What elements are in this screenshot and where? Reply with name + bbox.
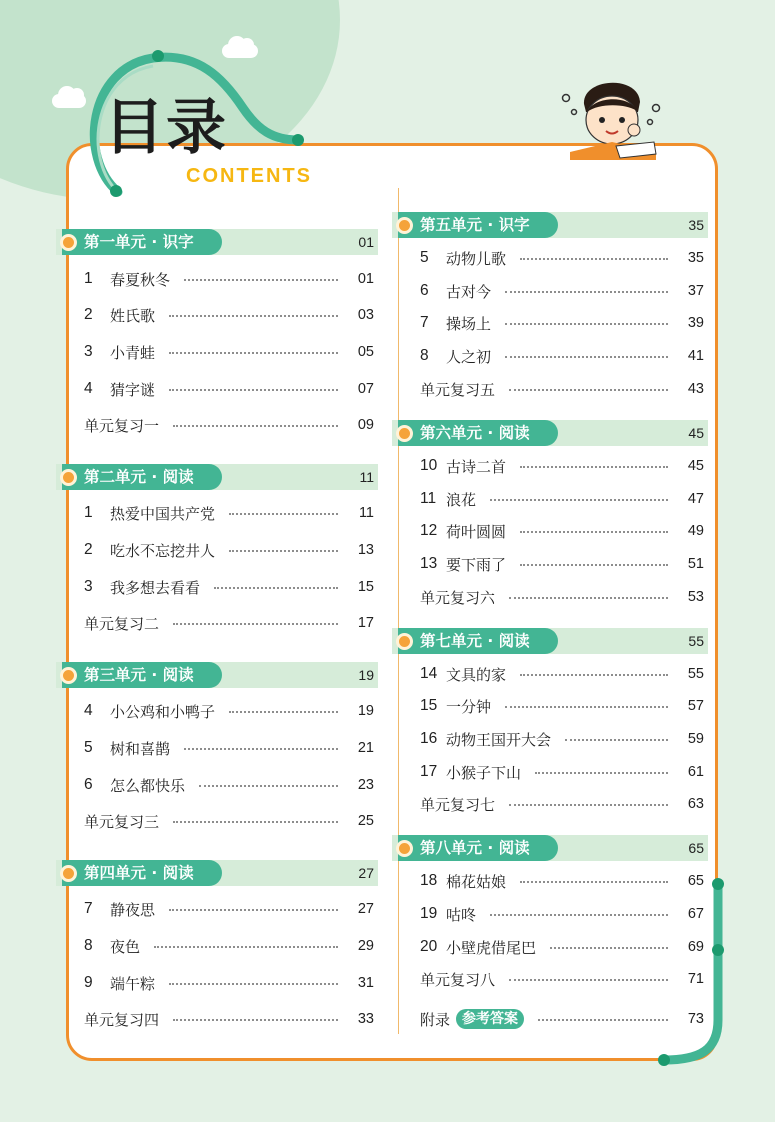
answer-key-tag: 参考答案 bbox=[456, 1009, 524, 1029]
lesson-page-number: 67 bbox=[687, 906, 704, 922]
unit-title: 第一单元 · 识字 bbox=[62, 229, 222, 255]
lesson-entry[interactable] bbox=[56, 502, 378, 524]
lesson-page-number: 21 bbox=[357, 740, 374, 756]
lesson-number: 4 bbox=[84, 380, 93, 397]
lesson-title: 我多想去看看 bbox=[110, 578, 201, 597]
unit-title: 第二单元 · 阅读 bbox=[62, 464, 222, 490]
review-title: 单元复习六 bbox=[420, 588, 496, 607]
lesson-number: 6 bbox=[84, 776, 93, 793]
lesson-page-number: 57 bbox=[687, 698, 704, 714]
lesson-page-number: 27 bbox=[357, 901, 374, 917]
lesson-number: 11 bbox=[420, 490, 437, 507]
unit-title: 第六单元 · 阅读 bbox=[398, 420, 558, 446]
unit-header[interactable] bbox=[56, 464, 378, 490]
review-page-number: 63 bbox=[687, 796, 704, 812]
unit-bullet-icon bbox=[396, 633, 413, 650]
lesson-entry[interactable] bbox=[392, 520, 708, 542]
lesson-page-number: 61 bbox=[687, 764, 704, 780]
lesson-number: 10 bbox=[420, 457, 438, 474]
lesson-number: 6 bbox=[420, 282, 429, 299]
lesson-entry[interactable] bbox=[56, 268, 378, 290]
lesson-number: 1 bbox=[84, 270, 93, 287]
dot-leader bbox=[520, 674, 668, 676]
review-page-number: 25 bbox=[357, 813, 374, 829]
review-page-number: 53 bbox=[687, 589, 704, 605]
lesson-entry[interactable] bbox=[392, 761, 708, 783]
lesson-title: 猜字谜 bbox=[110, 380, 156, 399]
lesson-page-number: 03 bbox=[357, 307, 374, 323]
dot-leader bbox=[490, 914, 668, 916]
lesson-title: 动物王国开大会 bbox=[446, 730, 552, 749]
unit-header[interactable] bbox=[392, 212, 708, 238]
dot-leader bbox=[199, 785, 338, 787]
unit-header[interactable] bbox=[392, 628, 708, 654]
unit-page-number: 65 bbox=[688, 840, 704, 856]
unit-title: 第三单元 · 阅读 bbox=[62, 662, 222, 688]
lesson-page-number: 13 bbox=[357, 542, 374, 558]
lesson-number: 17 bbox=[420, 763, 438, 780]
lesson-page-number: 59 bbox=[687, 731, 704, 747]
lesson-title: 咕咚 bbox=[446, 905, 477, 924]
lesson-title: 古对今 bbox=[446, 282, 492, 301]
lesson-entry[interactable] bbox=[392, 345, 708, 367]
dot-leader bbox=[184, 748, 338, 750]
lesson-title: 小青蛙 bbox=[110, 343, 156, 362]
unit-page-number: 27 bbox=[358, 865, 374, 881]
dot-leader bbox=[509, 389, 668, 391]
dot-leader bbox=[509, 597, 668, 599]
lesson-entry[interactable] bbox=[56, 341, 378, 363]
page-subtitle: CONTENTS bbox=[186, 165, 312, 187]
lesson-title: 一分钟 bbox=[446, 697, 492, 716]
lesson-entry[interactable] bbox=[56, 576, 378, 598]
unit-bullet-icon bbox=[396, 840, 413, 857]
lesson-number: 8 bbox=[84, 937, 93, 954]
dot-leader bbox=[169, 389, 338, 391]
lesson-entry[interactable] bbox=[392, 870, 708, 892]
lesson-entry[interactable] bbox=[56, 774, 378, 796]
dot-leader bbox=[505, 291, 668, 293]
lesson-page-number: 51 bbox=[687, 556, 704, 572]
lesson-title: 动物儿歌 bbox=[446, 249, 507, 268]
review-entry[interactable] bbox=[392, 586, 708, 608]
lesson-title: 古诗二首 bbox=[446, 457, 507, 476]
lesson-title: 浪花 bbox=[446, 490, 477, 509]
unit-bullet-icon bbox=[396, 425, 413, 442]
dot-leader bbox=[214, 587, 338, 589]
dot-leader bbox=[229, 550, 338, 552]
unit-header[interactable] bbox=[56, 662, 378, 688]
appendix-label: 附录 bbox=[420, 1010, 451, 1029]
appendix-page-number: 73 bbox=[687, 1011, 704, 1027]
lesson-entry[interactable] bbox=[392, 695, 708, 717]
lesson-number: 13 bbox=[420, 555, 438, 572]
lesson-title: 怎么都快乐 bbox=[110, 776, 186, 795]
unit-title: 第八单元 · 阅读 bbox=[398, 835, 558, 861]
dot-leader bbox=[565, 739, 668, 741]
lesson-number: 9 bbox=[84, 974, 93, 991]
lesson-entry[interactable] bbox=[56, 898, 378, 920]
dot-leader bbox=[169, 352, 338, 354]
unit-bullet-icon bbox=[60, 667, 77, 684]
unit-title: 第七单元 · 阅读 bbox=[398, 628, 558, 654]
review-title: 单元复习二 bbox=[84, 614, 160, 633]
unit-header[interactable] bbox=[392, 420, 708, 446]
review-title: 单元复习四 bbox=[84, 1010, 160, 1029]
lesson-entry[interactable] bbox=[56, 935, 378, 957]
lesson-title: 春夏秋冬 bbox=[110, 270, 171, 289]
lesson-page-number: 29 bbox=[357, 938, 374, 954]
dot-leader bbox=[173, 425, 338, 427]
lesson-title: 棉花姑娘 bbox=[446, 872, 507, 891]
lesson-page-number: 69 bbox=[687, 939, 704, 955]
review-entry[interactable] bbox=[392, 968, 708, 990]
lesson-page-number: 23 bbox=[357, 777, 374, 793]
lesson-number: 16 bbox=[420, 730, 438, 747]
lesson-title: 热爱中国共产党 bbox=[110, 504, 216, 523]
dot-leader bbox=[505, 356, 668, 358]
lesson-title: 静夜思 bbox=[110, 900, 156, 919]
unit-page-number: 01 bbox=[358, 234, 374, 250]
lesson-page-number: 11 bbox=[358, 505, 374, 521]
dot-leader bbox=[173, 623, 338, 625]
lesson-title: 文具的家 bbox=[446, 665, 507, 684]
review-entry[interactable] bbox=[56, 1008, 378, 1030]
dot-leader bbox=[173, 821, 338, 823]
lesson-number: 2 bbox=[84, 306, 93, 323]
lesson-number: 5 bbox=[84, 739, 93, 756]
lesson-title: 荷叶圆圆 bbox=[446, 522, 507, 541]
lesson-title: 夜色 bbox=[110, 937, 141, 956]
review-page-number: 33 bbox=[357, 1011, 374, 1027]
review-entry[interactable] bbox=[56, 810, 378, 832]
unit-page-number: 45 bbox=[688, 425, 704, 441]
lesson-page-number: 31 bbox=[357, 975, 374, 991]
dot-leader bbox=[520, 564, 668, 566]
lesson-title: 端午粽 bbox=[110, 974, 156, 993]
dot-leader bbox=[520, 881, 668, 883]
lesson-number: 7 bbox=[420, 314, 429, 331]
lesson-page-number: 07 bbox=[357, 381, 374, 397]
lesson-entry[interactable] bbox=[56, 304, 378, 326]
dot-leader bbox=[520, 531, 668, 533]
lesson-page-number: 15 bbox=[357, 579, 374, 595]
unit-bullet-icon bbox=[60, 234, 77, 251]
lesson-entry[interactable] bbox=[392, 936, 708, 958]
dot-leader bbox=[535, 772, 668, 774]
lesson-page-number: 47 bbox=[687, 491, 704, 507]
unit-title: 第五单元 · 识字 bbox=[398, 212, 558, 238]
lesson-entry[interactable] bbox=[392, 663, 708, 685]
lesson-number: 8 bbox=[420, 347, 429, 364]
review-title: 单元复习一 bbox=[84, 416, 160, 435]
lesson-entry[interactable] bbox=[392, 280, 708, 302]
dot-leader bbox=[550, 947, 668, 949]
dot-leader bbox=[169, 983, 338, 985]
lesson-page-number: 41 bbox=[687, 348, 704, 364]
review-page-number: 43 bbox=[687, 381, 704, 397]
lesson-page-number: 39 bbox=[687, 315, 704, 331]
lesson-title: 操场上 bbox=[446, 314, 492, 333]
dot-leader bbox=[505, 706, 668, 708]
review-entry[interactable] bbox=[392, 793, 708, 815]
lesson-number: 7 bbox=[84, 900, 93, 917]
dot-leader bbox=[520, 258, 668, 260]
unit-page-number: 55 bbox=[688, 633, 704, 649]
dot-leader bbox=[509, 804, 668, 806]
lesson-page-number: 19 bbox=[357, 703, 374, 719]
review-entry[interactable] bbox=[56, 414, 378, 436]
unit-header[interactable] bbox=[392, 835, 708, 861]
lesson-entry[interactable] bbox=[392, 312, 708, 334]
lesson-entry[interactable] bbox=[392, 553, 708, 575]
unit-bullet-icon bbox=[60, 469, 77, 486]
review-title: 单元复习五 bbox=[420, 380, 496, 399]
lesson-title: 小壁虎借尾巴 bbox=[446, 938, 537, 957]
review-title: 单元复习三 bbox=[84, 812, 160, 831]
lesson-page-number: 65 bbox=[687, 873, 704, 889]
lesson-number: 20 bbox=[420, 938, 438, 955]
dot-leader bbox=[169, 315, 338, 317]
review-title: 单元复习八 bbox=[420, 970, 496, 989]
review-page-number: 17 bbox=[357, 615, 374, 631]
unit-page-number: 35 bbox=[688, 217, 704, 233]
lesson-title: 树和喜鹊 bbox=[110, 739, 171, 758]
dot-leader bbox=[229, 711, 338, 713]
dot-leader bbox=[154, 946, 338, 948]
lesson-title: 姓氏歌 bbox=[110, 306, 156, 325]
review-entry[interactable] bbox=[392, 378, 708, 400]
lesson-number: 12 bbox=[420, 522, 438, 539]
lesson-entry[interactable] bbox=[392, 247, 708, 269]
unit-header[interactable] bbox=[56, 229, 378, 255]
lesson-page-number: 01 bbox=[357, 271, 374, 287]
unit-title: 第四单元 · 阅读 bbox=[62, 860, 222, 886]
lesson-number: 2 bbox=[84, 541, 93, 558]
lesson-entry[interactable] bbox=[56, 700, 378, 722]
lesson-number: 3 bbox=[84, 343, 93, 360]
lesson-title: 吃水不忘挖井人 bbox=[110, 541, 216, 560]
page-title: 目录 bbox=[104, 93, 228, 163]
review-page-number: 09 bbox=[357, 417, 374, 433]
review-title: 单元复习七 bbox=[420, 795, 496, 814]
lesson-entry[interactable] bbox=[56, 378, 378, 400]
lesson-page-number: 49 bbox=[687, 523, 704, 539]
dot-leader bbox=[173, 1019, 338, 1021]
lesson-number: 4 bbox=[84, 702, 93, 719]
dot-leader bbox=[505, 323, 668, 325]
unit-bullet-icon bbox=[396, 217, 413, 234]
review-page-number: 71 bbox=[687, 971, 704, 987]
lesson-page-number: 35 bbox=[687, 250, 704, 266]
lesson-title: 要下雨了 bbox=[446, 555, 507, 574]
review-entry[interactable] bbox=[56, 612, 378, 634]
lesson-page-number: 37 bbox=[687, 283, 704, 299]
unit-page-number: 11 bbox=[359, 469, 374, 485]
lesson-number: 5 bbox=[420, 249, 429, 266]
dot-leader bbox=[490, 499, 668, 501]
lesson-number: 14 bbox=[420, 665, 438, 682]
lesson-page-number: 45 bbox=[687, 458, 704, 474]
dot-leader bbox=[509, 979, 668, 981]
lesson-number: 15 bbox=[420, 697, 438, 714]
unit-header[interactable] bbox=[56, 860, 378, 886]
unit-page-number: 19 bbox=[358, 667, 374, 683]
lesson-number: 1 bbox=[84, 504, 93, 521]
lesson-entry[interactable] bbox=[392, 903, 708, 925]
lesson-entry[interactable] bbox=[56, 737, 378, 759]
lesson-title: 小公鸡和小鸭子 bbox=[110, 702, 216, 721]
dot-leader bbox=[229, 513, 338, 515]
lesson-entry[interactable] bbox=[56, 539, 378, 561]
dot-leader bbox=[520, 466, 668, 468]
appendix-entry[interactable] bbox=[392, 1008, 708, 1030]
lesson-page-number: 05 bbox=[357, 344, 374, 360]
dot-leader bbox=[184, 279, 338, 281]
lesson-title: 小猴子下山 bbox=[446, 763, 522, 782]
lesson-number: 19 bbox=[420, 905, 438, 922]
boy-reading-mascot-icon bbox=[560, 68, 664, 162]
lesson-entry[interactable] bbox=[392, 728, 708, 750]
dot-leader bbox=[538, 1019, 668, 1021]
lesson-title: 人之初 bbox=[446, 347, 492, 366]
lesson-entry[interactable] bbox=[392, 455, 708, 477]
dot-leader bbox=[169, 909, 338, 911]
lesson-entry[interactable] bbox=[392, 488, 708, 510]
lesson-page-number: 55 bbox=[687, 666, 704, 682]
lesson-number: 3 bbox=[84, 578, 93, 595]
unit-bullet-icon bbox=[60, 865, 77, 882]
lesson-entry[interactable] bbox=[56, 972, 378, 994]
lesson-number: 18 bbox=[420, 872, 438, 889]
